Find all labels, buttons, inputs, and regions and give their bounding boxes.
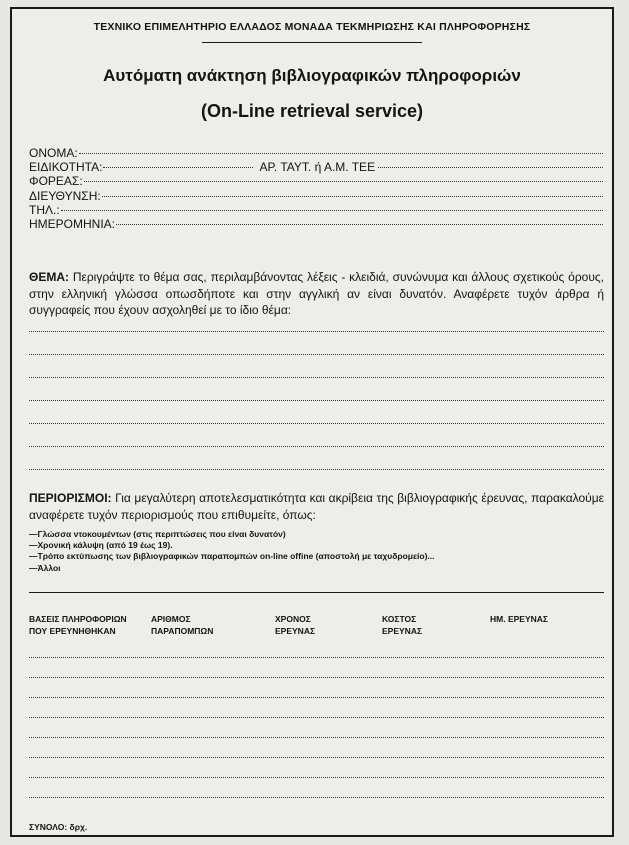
specialty-field[interactable] <box>103 153 253 168</box>
restrictions-text: Για μεγαλύτερη αποτελεσματικότητα και ακρίβεια της βιβλιογραφικής έρευνας, παρακαλούμε αναφέρετε τυχόν περιορισμούς που επιθυμείτε, όπως: <box>29 491 604 522</box>
column-header-time: ΧΡΟΝΟΣ ΕΡΕΥΝΑΣ <box>275 614 316 636</box>
table-line[interactable] <box>29 697 604 698</box>
table-line[interactable] <box>29 777 604 778</box>
phone-label: ΤΗΛ.: <box>29 202 60 217</box>
restriction-item: —Άλλοι <box>29 562 61 573</box>
column-header-databases: ΒΑΣΕΙΣ ΠΛΗΡΟΦΟΡΙΩΝ ΠΟΥ ΕΡΕΥΝΗΘΗΚΑΝ <box>29 614 127 636</box>
form-subtitle: (On-Line retrieval service) <box>200 101 424 121</box>
column-header-references: ΑΡΙΘΜΟΣ ΠΑΡΑΠΟΜΠΩΝ <box>151 614 214 636</box>
subject-instructions <box>29 269 604 319</box>
restriction-item: —Χρονική κάλυψη (από 19 έως 19). <box>29 540 173 551</box>
subject-text: Περιγράψτε το θέμα σας, περιλαμβάνοντας λέξεις - κλειδιά, συνώνυμα και άλλους σχετικούς όρους, στην ελληνική γλώσσα οπωσδήποτε και στην αγγλική αν είναι δυνατόν. Αναφέρετε τυχόν άρθρα ή συγγραφείς που έχουν ασχοληθεί με το ίδιο θέμα: <box>29 270 605 317</box>
form-page <box>10 7 614 837</box>
personal-details <box>29 142 603 231</box>
date-label: ΗΜΕΡΟΜΗΝΙΑ: <box>29 216 116 231</box>
subject-line[interactable] <box>29 331 604 332</box>
organization-field[interactable] <box>84 167 603 182</box>
restrictions-label: ΠΕΡΙΟΡΙΣΜΟΙ: <box>29 491 112 505</box>
table-line[interactable] <box>29 757 604 758</box>
header-underline <box>202 42 422 43</box>
subject-label: ΘΕΜΑ: <box>29 270 69 284</box>
subject-line[interactable] <box>29 423 604 424</box>
subject-line[interactable] <box>29 469 604 470</box>
date-row <box>29 213 603 231</box>
address-field[interactable] <box>102 182 603 197</box>
organization-header: ΤΕΧΝΙΚΟ ΕΠΙΜΕΛΗΤΗΡΙΟ ΕΛΛΑΔΟΣ ΜΟΝΑΔΑ ΤΕΚΜΗΡΙΩΣΗΣ ΚΑΙ ΠΛΗΡΟΦΟΡΗΣΗΣ <box>93 21 531 33</box>
phone-field[interactable] <box>61 196 603 211</box>
subject-line[interactable] <box>29 377 604 378</box>
name-label: ΟΝΟΜΑ: <box>29 146 78 160</box>
table-line[interactable] <box>29 797 604 798</box>
restriction-item: —Τρόπο εκτύπωσης των βιβλιογραφικών παραπομπών on-line offine (αποστολή με ταχυδρομείο)... <box>29 551 435 562</box>
subject-line[interactable] <box>29 400 604 401</box>
total-label: ΣΥΝΟΛΟ: δρχ. <box>29 822 88 832</box>
restriction-item: —Γλώσσα ντοκουμέντων (στις περιπτώσεις που είναι δυνατόν) <box>29 529 286 539</box>
section-divider <box>29 592 604 593</box>
subject-line[interactable] <box>29 354 604 355</box>
id-number-field[interactable] <box>378 153 603 168</box>
address-label: ΔΙΕΥΘΥΝΣΗ: <box>29 188 101 203</box>
subject-line[interactable] <box>29 446 604 447</box>
form-title: Αυτόματη ανάκτηση βιβλιογραφικών πληροφοριών <box>103 66 521 85</box>
table-line[interactable] <box>29 737 604 738</box>
table-line[interactable] <box>29 657 604 658</box>
date-field[interactable] <box>116 210 603 225</box>
organization-label: ΦΟΡΕΑΣ: <box>29 174 83 189</box>
name-field[interactable] <box>79 139 603 154</box>
column-header-date: ΗΜ. ΕΡΕΥΝΑΣ <box>490 614 548 624</box>
table-line[interactable] <box>29 677 604 678</box>
restrictions-instructions <box>29 490 604 523</box>
restrictions-list <box>29 529 604 574</box>
specialty-label: ΕΙΔΙΚΟΤΗΤΑ: <box>29 160 103 175</box>
table-line[interactable] <box>29 717 604 718</box>
column-header-cost: ΚΟΣΤΟΣ ΕΡΕΥΝΑΣ <box>382 614 423 636</box>
id-number-label: ΑΡ. ΤΑΥΤ. ή Α.Μ. ΤΕΕ <box>259 160 376 175</box>
